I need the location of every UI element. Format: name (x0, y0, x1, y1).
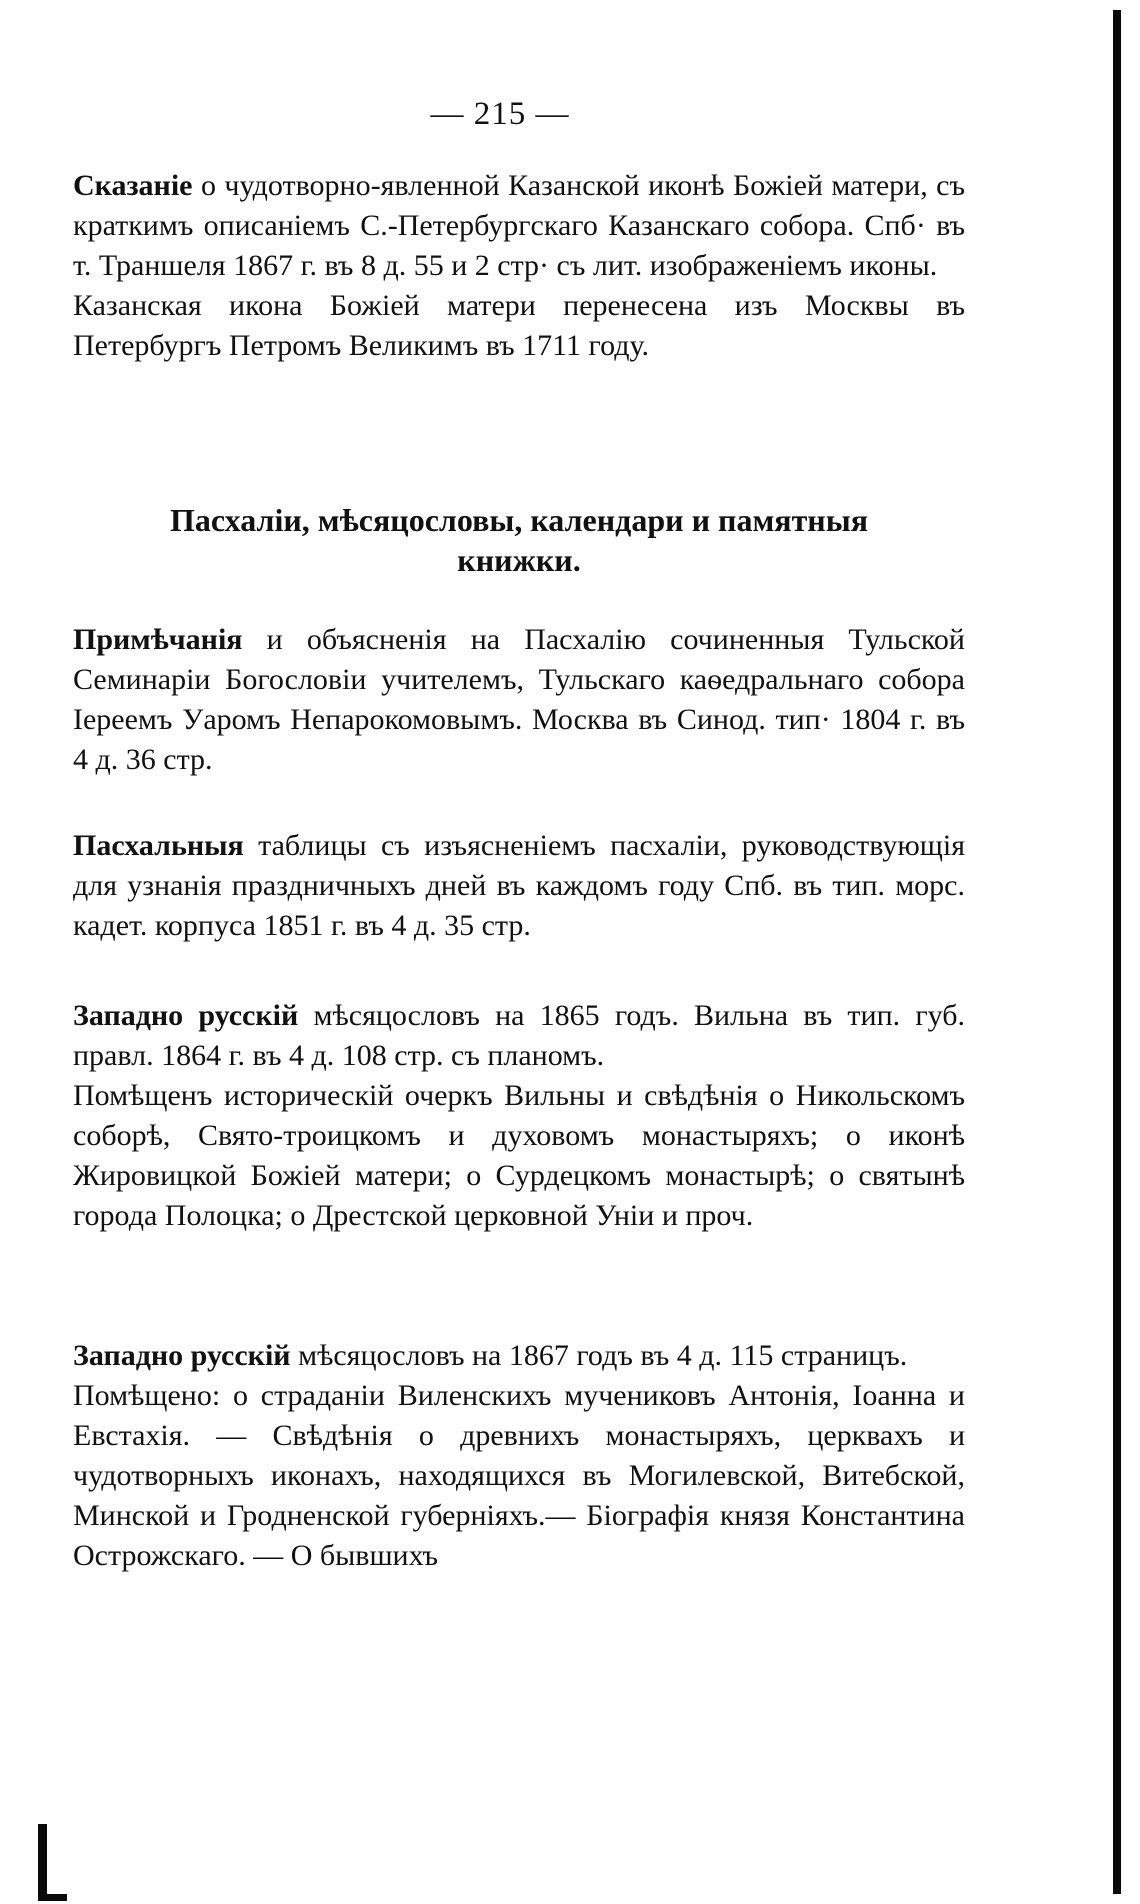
entry-menologion-1865 (73, 996, 965, 1236)
entry-paschalia-notes (73, 620, 965, 780)
entry-lead-word: Западно русскій (73, 999, 299, 1032)
entry-note: Помѣщено: о страданіи Виленскихъ мучениковъ Антонія, Іоанна и Евстахія. — Свѣдѣнія о древнихъ монастыряхъ, церквахъ и чудотворныхъ иконахъ, находящихся въ Могилевской, Витебской, Минской и Гродненской губерніяхъ.— Біографія князя Константина Острожскаго. — О бывшихъ (73, 1379, 965, 1572)
entry-text: и объясненія на Пасхалію сочиненныя Тульской Семинаріи Богословіи учителемъ, Тульскаго каѳедральнаго собора Іереемъ Уаромъ Непарокомовымъ. Москва въ Синод. тип· 1804 г. въ 4 д. 36 стр. (73, 623, 965, 776)
entry-lead-word: Пасхальныя (73, 829, 244, 862)
entry-lead-word: Сказаніе (73, 169, 193, 202)
entry-paschal-tables (73, 826, 965, 946)
entry-text: таблицы съ изъясненіемъ пасхаліи, руководствующія для узнанія праздничныхъ дней въ каждомъ году Спб. въ тип. морс. кадет. корпуса 1851 г. въ 4 д. 35 стр. (73, 829, 965, 942)
entry-text: мѣсяцословъ на 1867 годъ въ 4 д. 115 страницъ. (290, 1339, 908, 1372)
page-edge-rule (1113, 10, 1121, 1894)
section-heading-line-1: Пасхаліи, мѣсяцословы, календари и памятныя (169, 502, 869, 538)
entry-paragraph (73, 166, 965, 286)
section-heading (73, 500, 965, 580)
entry-kazan-icon (73, 166, 965, 366)
entry-paragraph (73, 1336, 965, 1376)
entry-paragraph (73, 826, 965, 946)
entry-lead-word: Западно русскій (73, 1339, 291, 1372)
entry-paragraph (73, 996, 965, 1076)
entry-paragraph (73, 620, 965, 780)
entry-note: Казанская икона Божіей матери перенесена изъ Москвы въ Петербургъ Петромъ Великимъ въ 1711 году. (73, 289, 965, 362)
entry-menologion-1867 (73, 1336, 965, 1576)
section-heading-line-2: книжки. (457, 542, 581, 578)
entry-lead-word: Примѣчанія (73, 623, 243, 656)
entry-text: мѣсяцословъ на 1865 годъ. Вильна въ тип. губ. правл. 1864 г. въ 4 д. 108 стр. съ планомъ. (73, 999, 966, 1072)
entry-note: Помѣщенъ историческій очеркъ Вильны и свѣдѣнія о Никольскомъ соборѣ, Свято-троицкомъ и духовомъ монастыряхъ; о иконѣ Жировицкой Божіей матери; о Сурдецкомъ монастырѣ; о святынѣ города Полоцка; о Дрестской церковной Уніи и проч. (73, 1079, 965, 1232)
page-corner-mark (38, 1824, 67, 1901)
page-number: — 215 — (430, 96, 570, 132)
entry-text: о чудотворно-явленной Казанской иконѣ Божіей матери, съ краткимъ описаніемъ С.-Петербургскаго Казанскаго собора. Спб· въ т. Траншеля 1867 г. въ 8 д. 55 и 2 стр· съ лит. изображеніемъ иконы. (73, 169, 965, 282)
